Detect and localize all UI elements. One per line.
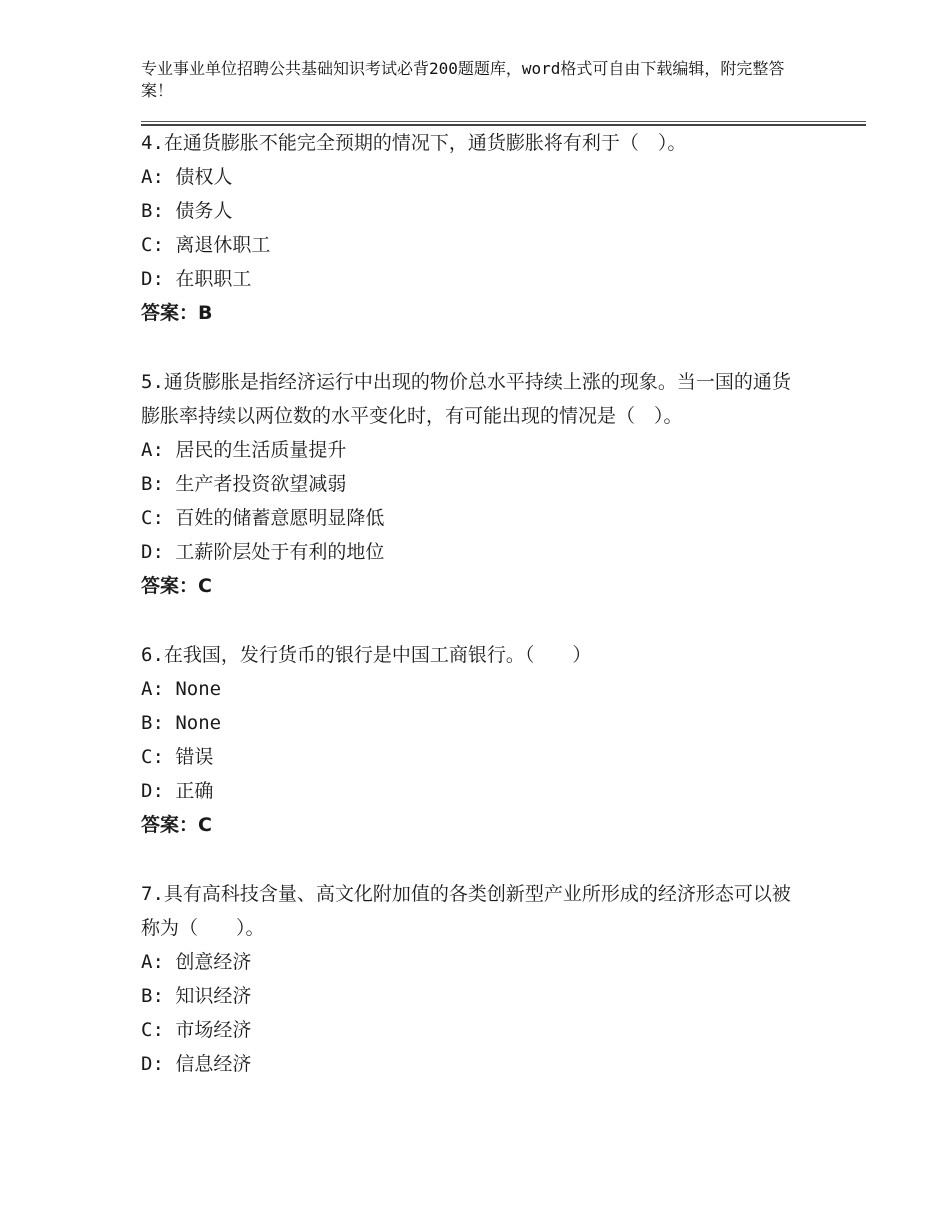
- option-key: D:: [141, 1053, 164, 1075]
- header-divider-thin: [141, 121, 866, 122]
- option-key: D:: [141, 541, 164, 563]
- option-b: [141, 706, 801, 740]
- option-text: 错误: [175, 746, 214, 768]
- question-5: [141, 364, 801, 603]
- option-d: [141, 774, 801, 808]
- option-text: None: [175, 678, 222, 700]
- option-key: B:: [141, 473, 164, 495]
- question-text: 6.在我国，发行货币的银行是中国工商银行。（ ）: [141, 644, 592, 666]
- option-text: 在职职工: [175, 268, 252, 290]
- question-list: [141, 125, 801, 1115]
- option-key: B:: [141, 200, 164, 222]
- option-text: 债权人: [175, 166, 233, 188]
- answer-line: 答案：C: [141, 575, 212, 597]
- option-text: 信息经济: [175, 1053, 252, 1075]
- header-title: 专业事业单位招聘公共基础知识考试必背200题题库，word格式可自由下载编辑，附完整答案！: [141, 59, 785, 100]
- option-b: [141, 194, 801, 228]
- option-key: C:: [141, 234, 164, 256]
- question-6: [141, 637, 801, 842]
- option-d: [141, 1047, 801, 1081]
- question-text: 4.在通货膨胀不能完全预期的情况下，通货膨胀将有利于（ ）。: [141, 132, 687, 154]
- option-c: [141, 740, 801, 774]
- option-d: [141, 262, 801, 296]
- option-text: 离退休职工: [175, 234, 271, 256]
- option-text: 居民的生活质量提升: [175, 439, 347, 461]
- option-text: 创意经济: [175, 951, 252, 973]
- option-text: 市场经济: [175, 1019, 252, 1041]
- question-7: [141, 876, 801, 1081]
- answer-line: 答案：C: [141, 814, 212, 836]
- option-text: None: [175, 712, 222, 734]
- option-text: 知识经济: [175, 985, 252, 1007]
- option-c: [141, 228, 801, 262]
- option-key: D:: [141, 780, 164, 802]
- option-key: A:: [141, 166, 164, 188]
- option-d: [141, 535, 801, 569]
- option-c: [141, 501, 801, 535]
- question-text: 5.通货膨胀是指经济运行中出现的物价总水平持续上涨的现象。当一国的通货膨胀率持续以两位数的水平变化时，有可能出现的情况是（ ）。: [141, 371, 791, 427]
- answer-line: 答案：B: [141, 302, 213, 324]
- option-key: C:: [141, 1019, 164, 1041]
- option-key: B:: [141, 985, 164, 1007]
- question-4: [141, 125, 801, 330]
- option-text: 债务人: [175, 200, 233, 222]
- question-text: 7.具有高科技含量、高文化附加值的各类创新型产业所形成的经济形态可以被称为（ ）。: [141, 883, 791, 939]
- option-a: [141, 433, 801, 467]
- option-a: [141, 672, 801, 706]
- option-text: 正确: [175, 780, 214, 802]
- option-key: A:: [141, 678, 164, 700]
- option-key: B:: [141, 712, 164, 734]
- option-key: C:: [141, 746, 164, 768]
- option-key: A:: [141, 439, 164, 461]
- document-header: [141, 58, 791, 102]
- option-key: D:: [141, 268, 164, 290]
- option-a: [141, 160, 801, 194]
- option-a: [141, 945, 801, 979]
- option-b: [141, 467, 801, 501]
- option-key: A:: [141, 951, 164, 973]
- option-text: 生产者投资欲望减弱: [175, 473, 347, 495]
- option-b: [141, 979, 801, 1013]
- option-text: 百姓的储蓄意愿明显降低: [175, 507, 385, 529]
- option-key: C:: [141, 507, 164, 529]
- option-text: 工薪阶层处于有利的地位: [175, 541, 385, 563]
- option-c: [141, 1013, 801, 1047]
